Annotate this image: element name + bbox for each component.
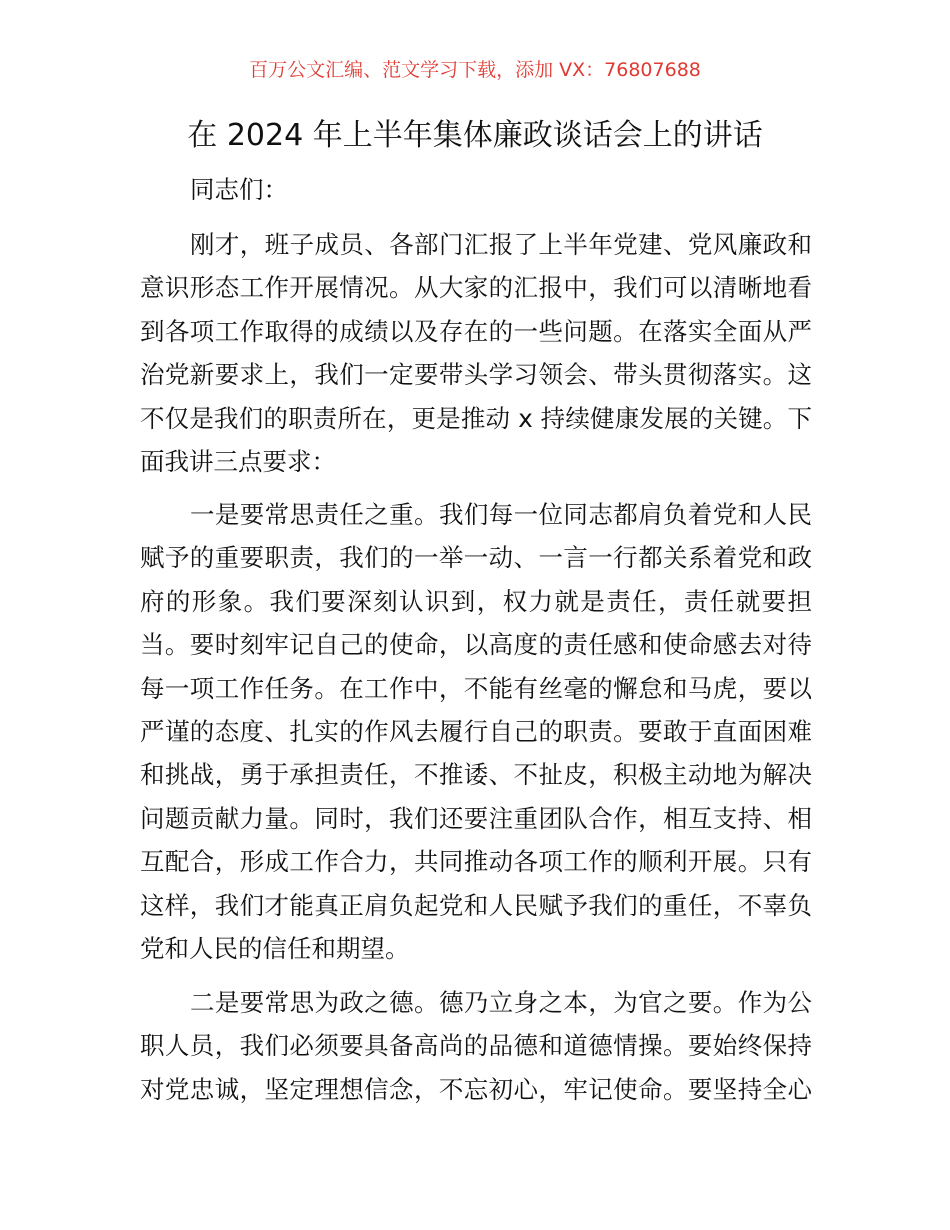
paragraph-2-line: 问题贡献力量。同时，我们还要注重团队合作，相互支持、相	[140, 803, 812, 833]
paragraph-2-line: 府的形象。我们要深刻认识到，权力就是责任，责任就要担	[140, 586, 812, 616]
watermark-header: 百万公文汇编、范文学习下载，添加 VX：76807688	[249, 59, 701, 81]
paragraph-2-line: 当。要时刻牢记自己的使命，以高度的责任感和使命感去对待	[140, 630, 812, 660]
document-title: 在 2024 年上半年集体廉政谈话会上的讲话	[187, 118, 763, 153]
paragraph-1-line: 到各项工作取得的成绩以及存在的一些问题。在落实全面从严	[140, 316, 812, 346]
paragraph-3-line: 二是要常思为政之德。德乃立身之本，为官之要。作为公	[190, 988, 812, 1017]
paragraph-1-line: 意识形态工作开展情况。从大家的汇报中，我们可以清晰地看	[140, 273, 812, 303]
paragraph-3-line: 职人员，我们必须要具备高尚的品德和道德情操。要始终保持	[140, 1031, 812, 1061]
paragraph-1-line: 治党新要求上，我们一定要带头学习领会、带头贯彻落实。这	[140, 360, 812, 390]
paragraph-3-line: 对党忠诚，坚定理想信念，不忘初心，牢记使命。要坚持全心	[140, 1074, 812, 1104]
paragraph-2-line: 严谨的态度、扎实的作风去履行自己的职责。要敢于直面困难	[140, 717, 812, 746]
paragraph-2-line: 和挑战，勇于承担责任，不推诿、不扯皮，积极主动地为解决	[140, 760, 812, 790]
paragraph-2-line: 每一项工作任务。在工作中，不能有丝毫的懈怠和马虎，要以	[140, 673, 812, 703]
paragraph-2-line: 这样，我们才能真正肩负起党和人民赋予我们的重任，不辜负	[140, 890, 812, 920]
paragraph-2-line: 互配合，形成工作合力，共同推动各项工作的顺利开展。只有	[140, 847, 812, 877]
paragraph-1-line: 面我讲三点要求：	[140, 447, 336, 476]
paragraph-1-line: 刚才，班子成员、各部门汇报了上半年党建、党风廉政和	[190, 230, 812, 259]
paragraph-2-line: 党和人民的信任和期望。	[140, 934, 410, 963]
paragraph-2-line: 赋予的重要职责，我们的一举一动、一言一行都关系着党和政	[140, 543, 812, 573]
salutation: 同志们：	[190, 175, 288, 204]
paragraph-2-line: 一是要常思责任之重。我们每一位同志都肩负着党和人民	[190, 500, 812, 529]
paragraph-1-line: 不仅是我们的职责所在，更是推动 x 持续健康发展的关键。下	[140, 403, 812, 433]
